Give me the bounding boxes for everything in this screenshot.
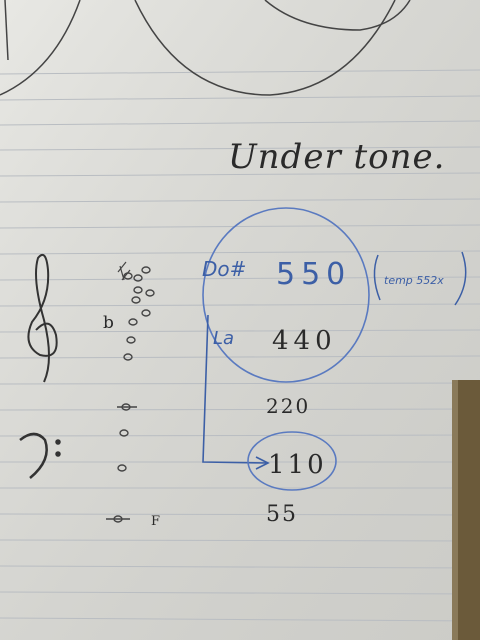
note-label-la: La <box>213 328 235 349</box>
freq-220: 220 <box>266 394 311 418</box>
board-frame <box>458 380 480 640</box>
freq-110: 110 <box>268 450 327 480</box>
note-label-f: F <box>151 514 161 529</box>
note-label-do-sharp: Do# <box>202 257 247 281</box>
board-frame-edge <box>452 380 458 640</box>
flat-sign: b <box>103 313 114 333</box>
annotation-temp: temp 552x <box>384 274 444 287</box>
freq-440: 440 <box>272 326 337 356</box>
freq-55: 55 <box>266 502 298 527</box>
freq-550: 550 <box>276 257 352 292</box>
heading-under-tone: Under tone. <box>228 137 446 177</box>
